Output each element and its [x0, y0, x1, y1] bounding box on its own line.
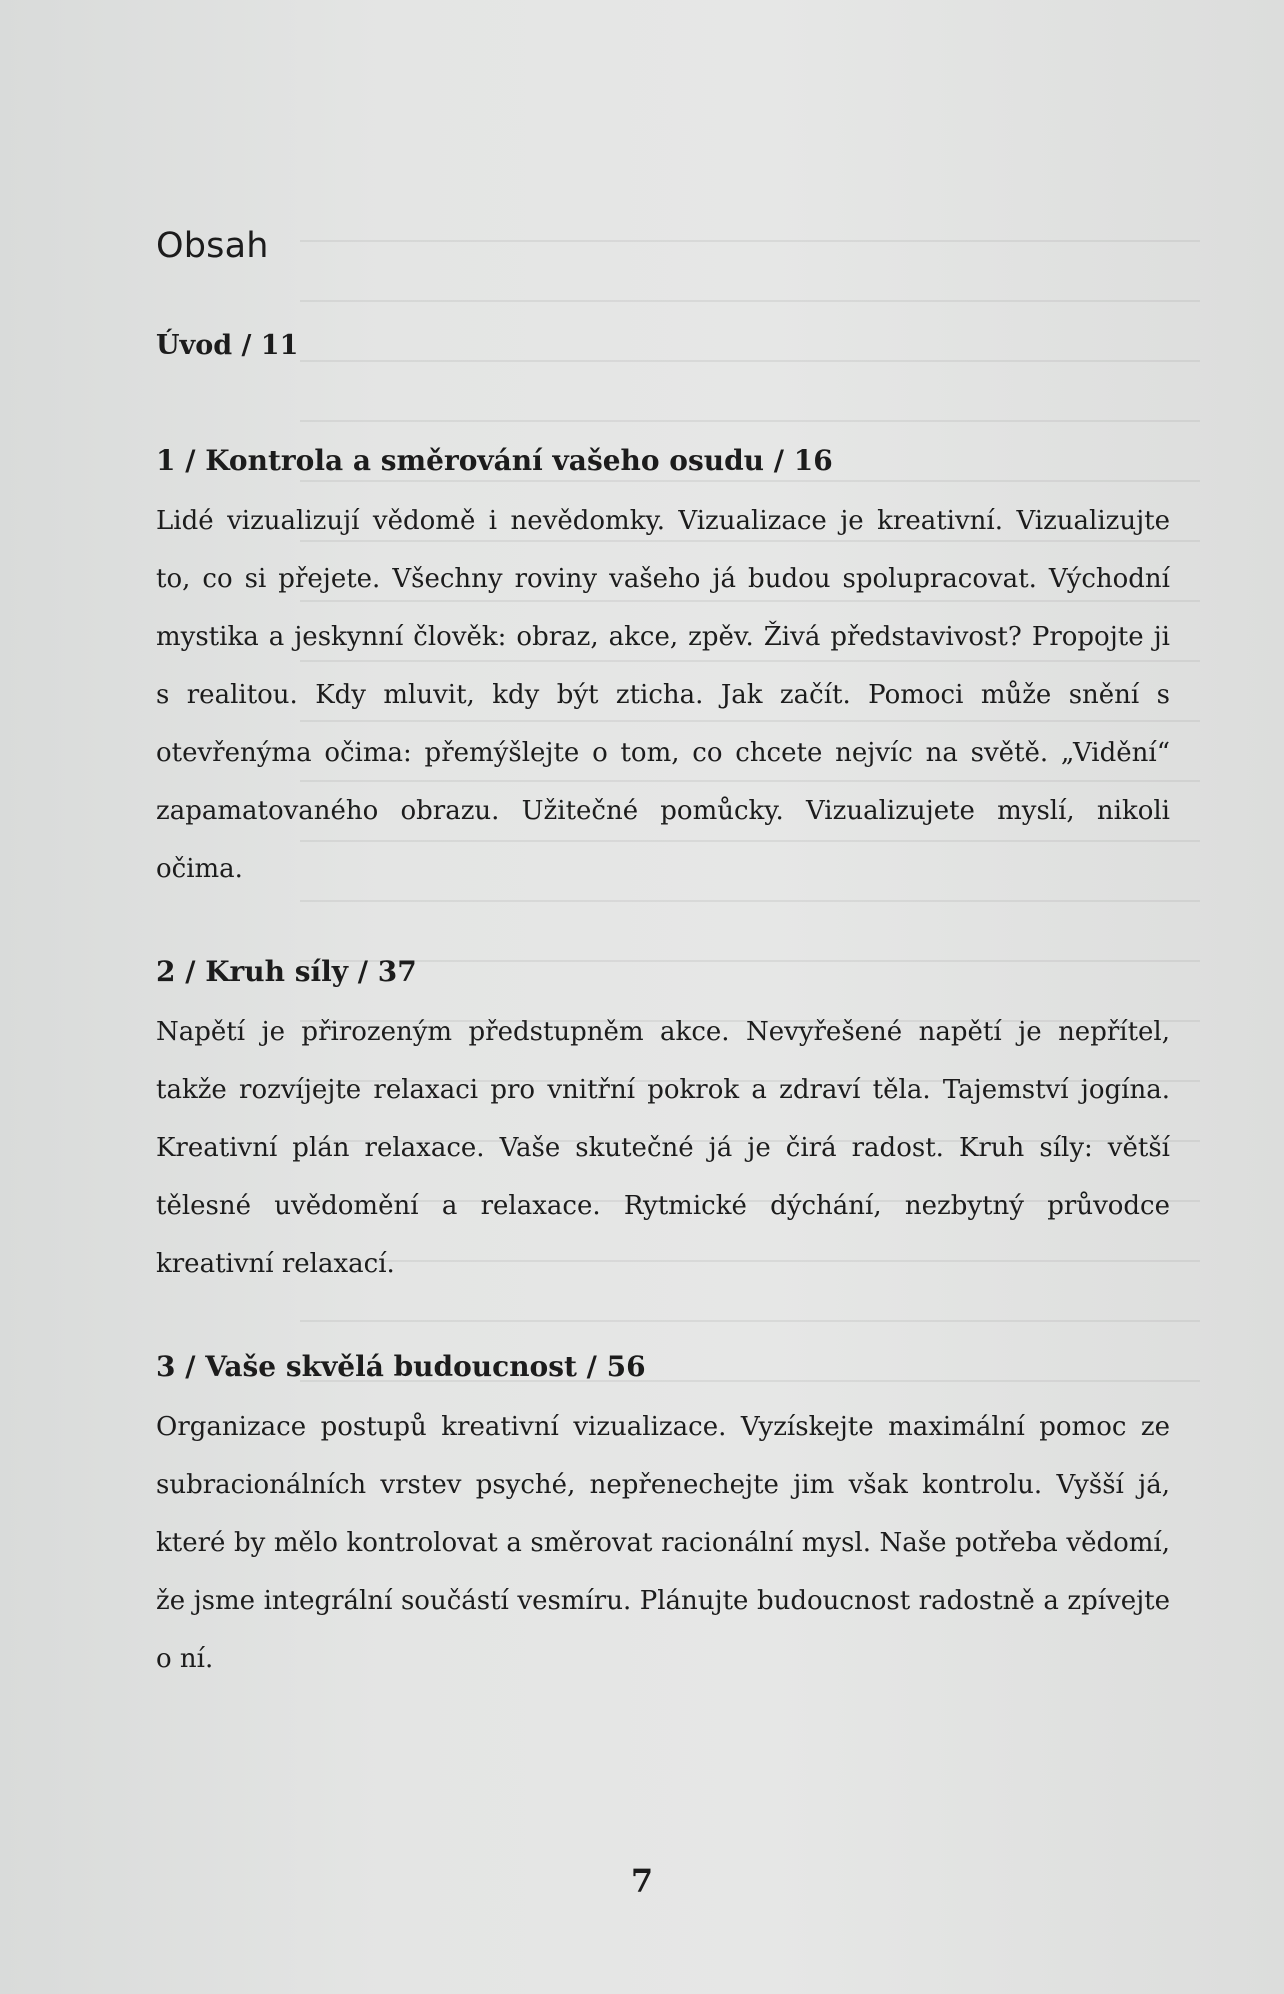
chapter-entry-1	[156, 443, 1170, 898]
chapter-title: 3 / Vaše skvělá budoucnost / 56	[156, 1350, 646, 1383]
page-number: 7	[630, 1862, 654, 1900]
table-of-contents	[156, 226, 1170, 1744]
chapter-title: 1 / Kontrola a směrování vašeho osudu / 16	[156, 444, 833, 477]
chapter-summary: Organizace postupů kreativní vizualizace. Vyzískejte maximální pomoc ze subracionálních vrstev psyché, nepřenechejte jim však kontrolu. Vyšší já, které by mělo kontrolovat a směrovat racionální mysl. Naše potřeba vědomí, že jsme integrální součástí vesmíru. Plánujte budoucnost radostně a zpívejte o ní.	[156, 1412, 1170, 1674]
intro-entry: Úvod / 11	[156, 330, 299, 361]
chapter-summary: Lidé vizualizují vědomě i nevědomky. Vizualizace je kreativní. Vizualizujte to, co si přejete. Všechny roviny vašeho já budou spolupracovat. Východní mystika a jeskynní člověk: obraz, akce, zpěv. Živá představivost? Propojte ji s realitou. Kdy mluvit, kdy být zticha. Jak začít. Pomoci může snění s otevřenýma očima: přemýšlejte o tom, co chcete nejvíc na světě. „Vidění“ zapamatovaného obrazu. Užitečné pomůcky. Vizualizujete myslí, nikoli očima.	[156, 506, 1170, 884]
chapter-entry-3	[156, 1349, 1170, 1688]
chapter-entry-2	[156, 954, 1170, 1293]
chapter-title: 2 / Kruh síly / 37	[156, 955, 417, 988]
chapter-summary: Napětí je přirozeným předstupněm akce. Nevyřešené napětí je nepřítel, takže rozvíjejte relaxaci pro vnitřní pokrok a zdraví těla. Tajemství jogína. Kreativní plán relaxace. Vaše skutečné já je čirá radost. Kruh síly: větší tělesné uvědomění a relaxace. Rytmické dýchání, nezbytný průvodce kreativní relaxací.	[156, 1017, 1170, 1279]
page-title: Obsah	[156, 226, 269, 266]
